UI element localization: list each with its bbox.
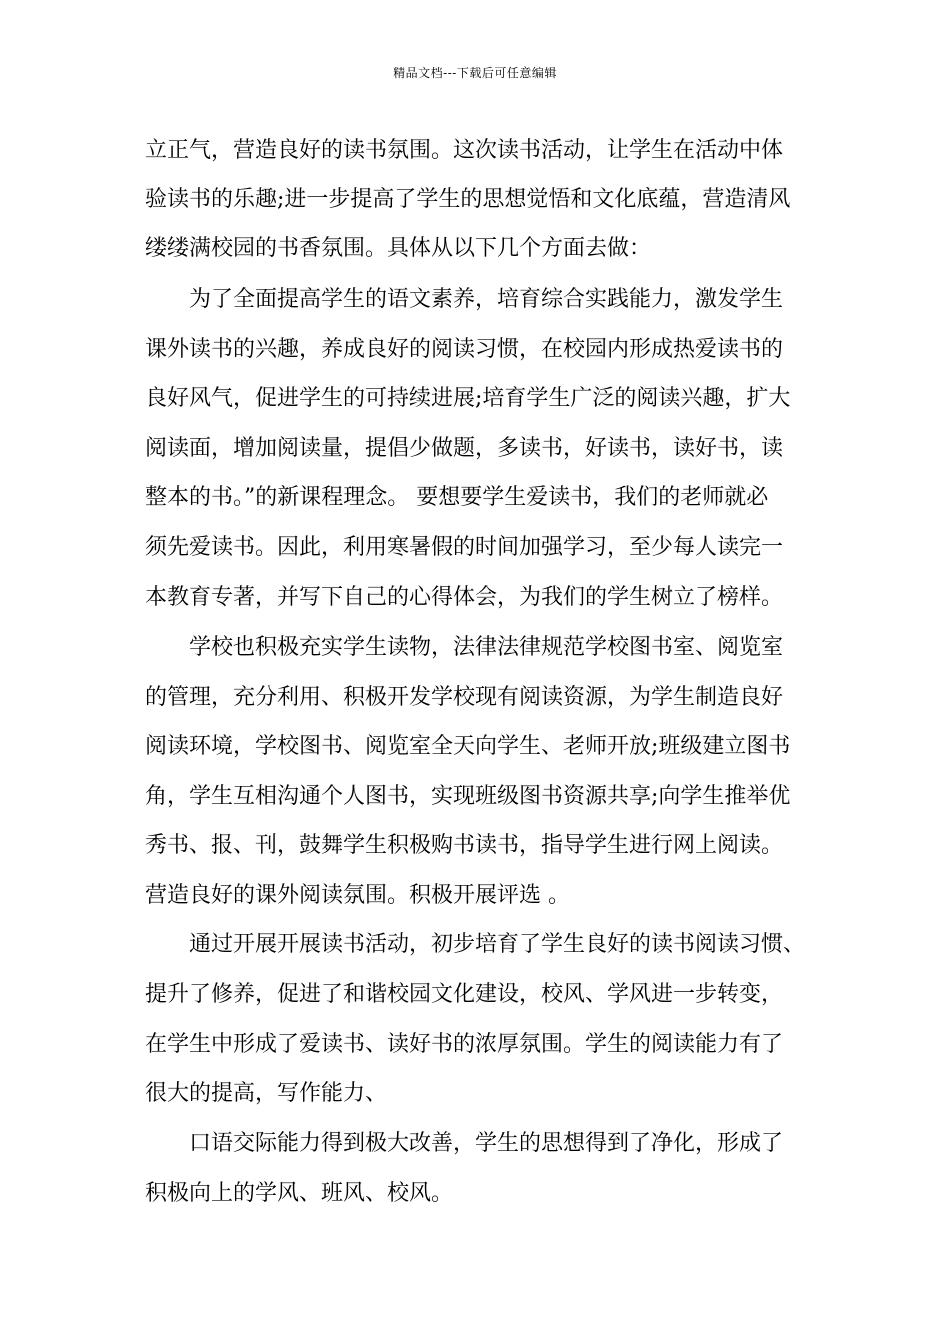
text-line: 良好风气，促进学生的可持续进展;培育学生广泛的阅读兴趣，扩大: [145, 386, 791, 411]
text-line: 验读书的乐趣;进一步提高了学生的思想觉悟和文化底蕴，营造清风: [145, 187, 791, 212]
text-line: 须先爱读书。因此，利用寒暑假的时间加强学习，至少每人读完一: [145, 535, 784, 560]
text-line: 为了全面提高学生的语文素养，培育综合实践能力，激发学生: [189, 287, 784, 312]
text-line: 秀书、报、刊，鼓舞学生积极购书读书，指导学生进行网上阅读。: [145, 833, 784, 858]
text-line: 整本的书。”的新课程理念。 要想要学生爱读书，我们的老师就必: [145, 485, 769, 510]
text-line: 角，学生互相沟通个人图书，实现班级图书资源共享;向学生推举优: [145, 784, 791, 809]
text-line: 课外读书的兴趣，养成良好的阅读习惯，在校园内形成热爱读书的: [145, 337, 784, 362]
text-line: 学校也积极充实学生读物，法律法律规范学校图书室、阅览室: [189, 635, 784, 660]
text-line: 口语交际能力得到极大改善，学生的思想得到了净化，形成了: [189, 1131, 784, 1156]
text-line: 缕缕满校园的书香氛围。具体从以下几个方面去做：: [145, 236, 652, 261]
text-line: 在学生中形成了爱读书、读好书的浓厚氛围。学生的阅读能力有了: [145, 1032, 784, 1057]
text-line: 通过开展开展读书活动，初步培育了学生良好的读书阅读习惯、: [189, 932, 806, 957]
page-header: 精品文档---下载后可任意编辑: [393, 66, 557, 80]
text-line: 的管理，充分利用、积极开发学校现有阅读资源，为学生制造良好: [145, 685, 784, 710]
text-line: 立正气，营造良好的读书氛围。这次读书活动，让学生在活动中体: [145, 138, 784, 163]
text-line: 提升了修养，促进了和谐校园文化建设，校风、学风进一步转变，: [145, 982, 784, 1007]
text-line: 积极向上的学风、班风、校风。: [145, 1181, 454, 1206]
text-line: 阅读面，增加阅读量，提倡少做题，多读书，好读书，读好书，读: [145, 436, 784, 461]
text-line: 本教育专著，并写下自己的心得体会，为我们的学生树立了榜样。: [145, 585, 784, 610]
text-line: 阅读环境，学校图书、阅览室全天向学生、老师开放;班级建立图书: [145, 734, 791, 759]
text-line: 很大的提高，写作能力、: [145, 1081, 388, 1106]
text-line: 营造良好的课外阅读氛围。积极开展评选 。: [145, 883, 570, 908]
